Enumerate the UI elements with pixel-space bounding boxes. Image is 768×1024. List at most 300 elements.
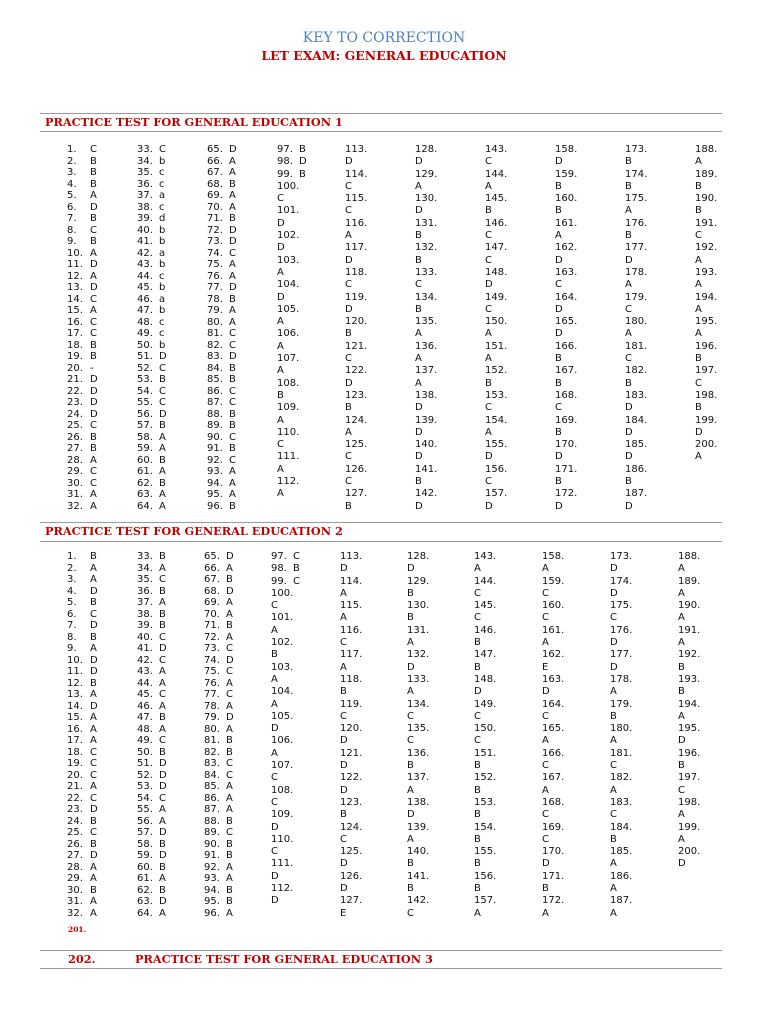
item-number: 77. [207,282,223,293]
answer-item [67,655,98,667]
answer-item [695,341,717,366]
item-answer: B [159,585,166,597]
item-answer: D [542,858,550,870]
item-number: 145. [485,193,508,205]
item-number: 119. [345,291,368,303]
item-number: 61. [137,873,153,884]
item-answer: B [159,746,166,758]
item-answer: D [345,377,353,389]
item-answer: D [90,397,98,408]
item-number: 94. [207,477,223,489]
answer-item [207,225,237,237]
answer-item [67,305,98,317]
item-answer: B [474,883,481,895]
answer-item [207,374,237,386]
item-number: 135. [415,316,438,328]
item-answer: C [610,760,617,772]
item-answer: C [340,637,347,649]
item-answer: A [695,451,702,463]
item-number: 102. [277,230,300,242]
item-answer: B [159,420,166,431]
item-answer: a [159,247,166,259]
answer-item [204,574,234,586]
answer-item [204,758,234,770]
item-answer: C [345,353,352,365]
answer-item [695,390,717,415]
item-number: 192. [678,649,701,661]
answer-item [67,862,98,874]
item-answer: B [226,850,233,861]
item-number: 55. [137,804,153,815]
item-number: 152. [485,365,508,377]
item-number: 191. [678,624,701,636]
item-answer: A [555,230,562,242]
answer-item [67,144,98,156]
item-number: 97. [277,144,293,155]
answer-item [407,846,429,871]
item-number: 148. [474,673,497,685]
item-answer: B [229,213,236,224]
answer-item [610,600,632,625]
answer-item [67,666,98,678]
item-number: 151. [474,747,497,759]
item-number: 17. [67,735,83,746]
answer-item [137,885,167,897]
answer-item [204,563,234,575]
item-number: 23. [67,804,83,815]
item-number: 40. [137,224,153,236]
item-number: 61. [137,466,153,477]
item-answer: D [407,809,415,821]
item-answer: B [555,377,562,389]
item-number: 130. [415,193,438,205]
answer-column [485,144,507,513]
answer-item [340,600,362,625]
answer-item [137,202,167,214]
item-answer: A [229,489,236,500]
item-answer: C [340,710,347,722]
item-number: 44. [137,270,153,282]
item-number: 176. [610,624,633,636]
item-answer: D [340,784,348,796]
item-answer: C [407,710,414,722]
answer-item [542,699,564,724]
answer-item [695,169,717,194]
item-number: 120. [345,316,368,328]
item-answer: B [159,861,166,873]
item-number: 127. [340,895,363,907]
item-answer: C [271,772,278,784]
answer-item [271,760,300,785]
item-answer: B [229,178,236,190]
item-number: 63. [137,896,153,907]
item-number: 56. [137,815,153,827]
item-answer: C [555,279,562,291]
answer-item [137,351,167,363]
answer-item [678,600,700,625]
answer-item [340,699,362,724]
section-title: PRACTICE TEST FOR GENERAL EDUCATION 2 [45,524,343,538]
item-number: 40. [137,631,153,643]
item-answer: A [485,328,492,340]
item-number: 172. [542,895,565,907]
answer-item [67,896,98,908]
answer-item [407,576,429,601]
answer-item [204,689,234,701]
item-number: 179. [610,698,633,710]
item-number: 69. [204,597,220,608]
item-answer: A [159,907,166,919]
answer-item [207,236,237,248]
item-number: 145. [474,600,497,612]
item-answer: B [474,784,481,796]
item-number: 113. [340,551,363,562]
answer-item [678,649,700,674]
item-number: 124. [345,414,368,426]
item-number: 160. [555,193,578,205]
item-number: 137. [415,365,438,377]
item-number: 198. [695,389,718,401]
answer-item [610,625,632,650]
item-number: 161. [542,624,565,636]
item-number: 116. [345,217,368,229]
item-answer: C [159,792,166,804]
item-number: 104. [271,686,294,698]
item-number: 13. [67,689,83,700]
answer-item [474,822,496,847]
answer-column [345,144,367,513]
item-number: 93. [204,873,220,884]
answer-item [67,678,98,690]
item-answer: C [345,180,352,192]
item-answer: D [555,156,563,168]
answer-item [345,415,367,440]
item-answer: C [271,600,278,612]
item-number: 13. [67,282,83,293]
item-number: 138. [415,389,438,401]
item-answer: A [90,270,97,282]
answer-item [542,674,564,699]
answer-item [207,420,237,432]
item-answer: A [229,167,236,178]
item-number: 12. [67,677,83,689]
answer-item [695,144,717,169]
item-answer: A [90,190,97,201]
item-answer: b [159,259,166,270]
answer-item [67,317,98,329]
item-number: 68. [207,178,223,190]
item-answer: B [90,351,97,362]
item-number: 38. [137,608,153,620]
item-answer: B [229,500,236,512]
item-number: 184. [625,414,648,426]
answer-item [407,600,429,625]
answer-item [67,420,98,432]
answer-item [137,317,167,329]
answer-item [277,328,307,353]
item-answer: C [695,377,702,389]
item-number: 53. [137,374,153,385]
item-answer: B [407,760,414,772]
answer-item [407,748,429,773]
item-number: 28. [67,454,83,466]
item-number: 199. [678,821,701,833]
item-answer: B [159,838,166,850]
answer-item [207,363,237,375]
item-number: 105. [271,710,294,722]
item-answer: C [90,746,97,758]
item-answer: B [415,476,422,488]
item-answer: E [340,907,347,919]
answer-item [67,397,98,409]
item-number: 197. [678,772,701,784]
item-answer: D [277,242,285,254]
answer-item [485,365,507,390]
answer-item [67,724,98,736]
answer-item [271,686,300,711]
item-answer: A [159,804,166,815]
item-answer: D [625,402,633,414]
item-answer: C [485,303,492,315]
item-answer: D [610,587,618,599]
answer-item [415,365,437,390]
item-answer: A [407,637,414,649]
item-answer: C [695,230,702,242]
item-answer: B [229,443,236,454]
item-answer: C [474,735,481,747]
list-number-label: 201. [68,925,87,934]
item-answer: A [229,305,236,316]
answer-item [415,169,437,194]
item-number: 174. [610,575,633,587]
item-answer: C [159,397,166,408]
answer-grid [0,144,768,512]
item-number: 186. [625,463,648,475]
item-answer: C [271,846,278,858]
answer-item [678,822,700,847]
item-answer: A [159,562,166,574]
item-answer: c [159,167,165,178]
item-number: 76. [204,677,220,689]
item-number: 168. [555,389,578,401]
item-number: 196. [678,747,701,759]
item-answer: D [625,500,633,512]
answer-item [474,846,496,871]
answer-item [137,236,167,248]
item-number: 55. [137,397,153,408]
answer-item [415,242,437,267]
item-answer: A [340,612,347,624]
answer-item [137,850,167,862]
answer-item [625,390,647,415]
item-answer: b [159,224,166,236]
item-number: 172. [555,488,578,500]
item-answer: A [90,574,97,585]
answer-item [610,846,632,871]
answer-item [67,551,98,563]
item-number: 88. [207,408,223,420]
item-answer: C [90,328,97,339]
item-answer: C [159,631,166,643]
answer-column [555,144,577,513]
item-answer: D [90,385,98,397]
answer-item [610,649,632,674]
item-number: 29. [67,873,83,884]
item-answer: A [271,673,278,685]
item-number: 137. [407,772,430,784]
answer-item [695,193,717,218]
answer-item [137,432,167,444]
answer-item [407,649,429,674]
answer-item [204,896,234,908]
answer-item [67,259,98,271]
item-number: 19. [67,758,83,769]
item-answer: A [345,230,352,242]
answer-item [555,267,577,292]
item-answer: D [159,408,167,420]
item-number: 65. [204,551,220,562]
item-answer: C [90,224,97,236]
item-number: 158. [555,144,578,155]
answer-item [204,827,234,839]
answer-item [695,218,717,243]
answer-item [67,179,98,191]
item-answer: B [625,180,632,192]
answer-item [340,871,362,896]
answer-item [67,689,98,701]
item-number: 138. [407,796,430,808]
answer-item [207,179,237,191]
item-answer: D [226,654,234,666]
answer-item [610,895,632,920]
item-number: 68. [204,585,220,597]
item-answer: B [474,661,481,673]
item-number: 23. [67,397,83,408]
item-answer: A [271,624,278,636]
item-answer: B [474,760,481,772]
answer-item [204,620,234,632]
item-number: 149. [485,291,508,303]
item-answer: D [229,224,237,236]
item-number: 18. [67,339,83,351]
answer-item [474,649,496,674]
item-number: 180. [625,316,648,328]
answer-item [137,609,167,621]
answer-item [67,781,98,793]
item-number: 147. [474,649,497,661]
answer-item [207,202,237,214]
item-number: 113. [345,144,368,155]
answer-item [345,439,367,464]
item-number: 111. [271,858,294,870]
item-answer: A [229,466,236,477]
answer-item [415,193,437,218]
item-number: 33. [137,551,153,562]
item-answer: A [90,723,97,735]
item-answer: a [159,190,166,201]
answer-item [340,723,362,748]
answer-item [485,193,507,218]
answer-item [67,478,98,490]
item-answer: C [229,247,236,259]
item-answer: B [90,815,97,827]
item-number: 103. [271,661,294,673]
item-number: 45. [137,689,153,700]
item-number: 72. [207,224,223,236]
item-answer: C [229,339,236,351]
item-answer: C [474,710,481,722]
item-answer: C [277,193,284,205]
item-answer: B [555,353,562,365]
item-number: 153. [474,796,497,808]
item-answer: A [229,477,236,489]
item-answer: B [345,500,352,512]
item-number: 6. [67,608,77,620]
item-number: 53. [137,781,153,792]
item-number: 83. [204,758,220,769]
item-number: 71. [207,213,223,224]
item-number: 59. [137,443,153,454]
answer-item [204,793,234,805]
answer-item [610,772,632,797]
item-answer: B [345,328,352,340]
item-answer: D [90,700,98,712]
answer-column [610,551,632,920]
item-number: 35. [137,167,153,178]
item-answer: A [625,328,632,340]
answer-item [625,218,647,243]
item-number: 105. [277,303,300,315]
item-answer: A [159,443,166,454]
item-number: 9. [67,236,77,247]
item-number: 96. [207,500,223,512]
answer-item [204,678,234,690]
answer-item [485,292,507,317]
item-answer: A [226,597,233,608]
item-answer: a [159,293,166,305]
answer-item [204,551,234,563]
item-answer: C [90,466,97,477]
item-number: 154. [485,414,508,426]
item-answer: B [90,443,97,454]
item-answer: B [226,896,233,907]
item-number: 159. [555,168,578,180]
answer-item [67,489,98,501]
item-number: 168. [542,796,565,808]
item-answer: B [407,858,414,870]
item-number: 110. [271,833,294,845]
item-number: 5. [67,190,77,201]
item-answer: b [159,155,166,167]
item-answer: B [159,884,166,896]
answer-item [625,415,647,440]
item-number: 32. [67,907,83,919]
item-number: 85. [207,374,223,385]
answer-item [67,873,98,885]
answer-item [204,643,234,655]
item-number: 182. [610,772,633,784]
item-number: 189. [678,575,701,587]
item-number: 132. [415,242,438,254]
item-answer: A [90,643,97,654]
answer-item [555,144,577,169]
item-number: 175. [625,193,648,205]
answer-item [555,488,577,513]
item-answer: B [90,155,97,167]
item-number: 49. [137,735,153,746]
item-number: 64. [137,500,153,512]
item-number: 133. [415,266,438,278]
